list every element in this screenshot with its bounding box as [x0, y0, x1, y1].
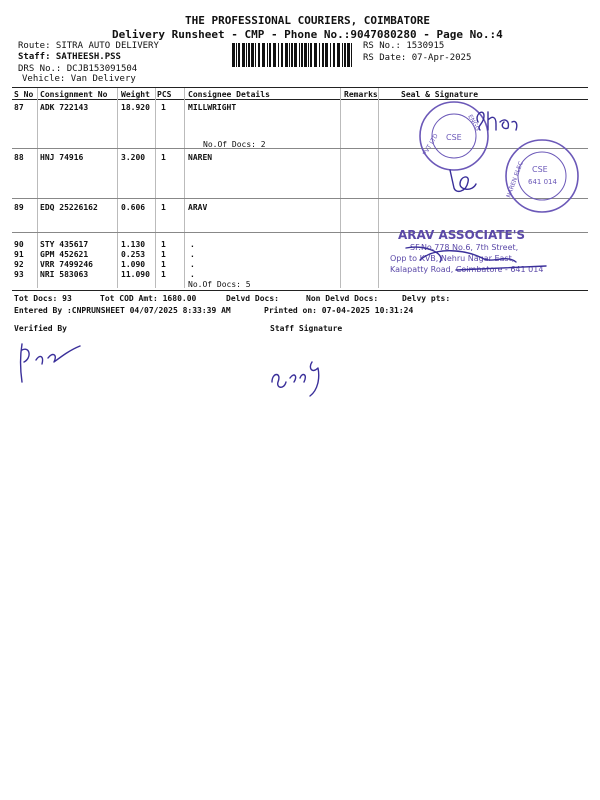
- barcode-bar: [273, 43, 276, 67]
- row-93-consignment: NRI 583063: [40, 270, 89, 279]
- barcode-bar: [242, 43, 245, 67]
- arav-stamp-address-3: Kalapatty Road, Coimbatore - 641 014: [390, 265, 544, 274]
- barcode-bar: [337, 43, 340, 67]
- naren-signature-mark: [444, 164, 484, 196]
- row-89-sno: 89: [14, 203, 24, 212]
- row-90-consignee: .: [190, 240, 195, 249]
- barcode-bar: [314, 43, 317, 67]
- barcode-bar: [258, 43, 260, 67]
- arav-stamp-signature: [396, 240, 566, 280]
- seal-signature-mark: [470, 100, 530, 140]
- barcode-bar: [299, 43, 300, 67]
- row-87-docs: No.Of Docs: 2: [203, 140, 266, 149]
- barcode-bar: [289, 43, 290, 67]
- cse-seal-text: CSE: [446, 133, 462, 142]
- arav-stamp-address-1: SF.No.778 No.6, 7th Street,: [410, 243, 519, 252]
- non-delivered-docs: Non Delvd Docs:: [306, 294, 379, 303]
- total-docs: Tot Docs: 93: [14, 294, 72, 303]
- barcode-bar: [310, 43, 312, 67]
- barcode-bar: [330, 43, 331, 67]
- barcode-bar: [333, 43, 335, 67]
- company-title: THE PROFESSIONAL COURIERS, COIMBATORE: [185, 14, 431, 27]
- row-88-sno: 88: [14, 153, 24, 162]
- row-90-sno: 90: [14, 240, 24, 249]
- naren-seal-text: CSE: [532, 165, 548, 174]
- col-header-seal: Seal & Signature: [401, 90, 479, 99]
- row-89-pcs: 1: [161, 203, 166, 212]
- table-bottom-rule: [12, 290, 588, 291]
- row-87-consignee: MILLWRIGHT: [188, 103, 237, 112]
- barcode-bar: [319, 43, 320, 67]
- table-top-rule: [12, 87, 588, 88]
- row-92-sno: 92: [14, 260, 24, 269]
- col-sep: [117, 88, 118, 288]
- row-92-consignee: .: [190, 260, 195, 269]
- row-91-pcs: 1: [161, 250, 166, 259]
- svg-text:PVT LTD: PVT LTD: [421, 132, 440, 157]
- barcode-bar: [281, 43, 283, 67]
- row-89-consignee: ARAV: [188, 203, 208, 212]
- row-87-pcs: 1: [161, 103, 166, 112]
- barcode-bar: [232, 43, 235, 67]
- barcode-bar: [238, 43, 240, 67]
- row-93-docs: No.Of Docs: 5: [188, 280, 251, 289]
- col-sep: [340, 88, 341, 288]
- arav-stamp-address-2: Opp to KVB, Nehru Nagar East,: [390, 254, 515, 263]
- col-sep: [37, 88, 38, 288]
- row-88-consignment: HNJ 74916: [40, 153, 84, 162]
- staff-signature-image: [268, 352, 338, 400]
- barcode-bar: [304, 43, 307, 67]
- barcode-bar: [251, 43, 254, 67]
- barcode-bar: [294, 43, 297, 67]
- row-90-weight: 1.130: [121, 240, 146, 249]
- row-93-pcs: 1: [161, 270, 166, 279]
- barcode-bar: [246, 43, 247, 67]
- row-87-consignment: ADK 722143: [40, 103, 89, 112]
- col-header-sno: S No: [14, 90, 34, 99]
- col-header-remarks: Remarks: [344, 90, 378, 99]
- rs-date: RS Date: 07-Apr-2025: [363, 53, 472, 63]
- barcode-bar: [342, 43, 343, 67]
- row-92-pcs: 1: [161, 260, 166, 269]
- col-sep: [184, 88, 185, 288]
- row-93-consignee: .: [190, 270, 195, 279]
- row-93-weight: 11.090: [121, 270, 150, 279]
- row-91-sno: 91: [14, 250, 24, 259]
- barcode-bar: [269, 43, 271, 67]
- runsheet-subtitle: Delivery Runsheet - CMP - Phone No.:9047080280 - Page No.:4: [112, 28, 503, 41]
- row-87-sno: 87: [14, 103, 24, 112]
- delivery-points: Delvy pts:: [402, 294, 451, 303]
- staff-label: Staff: SATHEESH.PSS: [18, 52, 121, 62]
- row-91-consignee: .: [190, 250, 195, 259]
- barcode-bar: [301, 43, 303, 67]
- barcode-bar: [351, 43, 352, 67]
- printed-on: Printed on: 07-04-2025 10:31:24: [264, 306, 414, 315]
- row-88-weight: 3.200: [121, 153, 146, 162]
- barcode-image: [232, 43, 356, 67]
- row-89-consignment: EDQ 25226162: [40, 203, 98, 212]
- col-header-consignee: Consignee Details: [188, 90, 270, 99]
- barcode-bar: [344, 43, 346, 67]
- col-header-pcs: PCS: [157, 90, 172, 99]
- verified-by-label: Verified By: [14, 324, 67, 333]
- rs-number: RS No.: 1530915: [363, 41, 445, 51]
- row-93-sno: 93: [14, 270, 24, 279]
- col-sep: [155, 88, 156, 288]
- route-label: Route: SITRA AUTO DELIVERY: [18, 41, 159, 51]
- row-91-weight: 0.253: [121, 250, 146, 259]
- col-header-consignment: Consignment No: [40, 90, 108, 99]
- barcode-bar: [347, 43, 350, 67]
- total-cod-amount: Tot COD Amt: 1680.00: [100, 294, 197, 303]
- delivered-docs: Delvd Docs:: [226, 294, 279, 303]
- row-89-weight: 0.606: [121, 203, 146, 212]
- row-88-consignee: NAREN: [188, 153, 213, 162]
- barcode-bar: [262, 43, 265, 67]
- barcode-bar: [308, 43, 309, 67]
- verified-by-signature: [14, 338, 94, 388]
- barcode-bar: [325, 43, 328, 67]
- barcode-bar: [291, 43, 293, 67]
- barcode-bar: [322, 43, 324, 67]
- naren-round-seal: [498, 136, 584, 220]
- barcode-bar: [236, 43, 237, 67]
- row-87-weight: 18.920: [121, 103, 150, 112]
- barcode-bar: [248, 43, 250, 67]
- row-92-weight: 1.090: [121, 260, 146, 269]
- entered-by: Entered By :CNPRUNSHEET 04/07/2025 8:33:39 AM: [14, 306, 231, 315]
- barcode-bar: [278, 43, 279, 67]
- arav-stamp-name: ARAV ASSOCIATE'S: [398, 228, 526, 242]
- drs-number: DRS No.: DCJB153091504: [18, 64, 138, 74]
- staff-signature-label: Staff Signature: [270, 324, 343, 333]
- svg-text:ENGG: ENGG: [466, 113, 482, 133]
- vehicle-label: Vehicle: Van Delivery: [22, 74, 136, 84]
- col-sep: [378, 88, 379, 288]
- row-90-pcs: 1: [161, 240, 166, 249]
- barcode-bar: [267, 43, 268, 67]
- row-92-consignment: VRR 7499246: [40, 260, 93, 269]
- barcode-bar: [255, 43, 256, 67]
- col-header-weight: Weight: [121, 90, 150, 99]
- row-91-consignment: GPM 452621: [40, 250, 89, 259]
- row-90-consignment: STY 435617: [40, 240, 89, 249]
- svg-text:NAREN ELEC: NAREN ELEC: [505, 160, 525, 199]
- row-88-pcs: 1: [161, 153, 166, 162]
- barcode-bar: [285, 43, 288, 67]
- naren-seal-pin: 641 014: [528, 178, 557, 186]
